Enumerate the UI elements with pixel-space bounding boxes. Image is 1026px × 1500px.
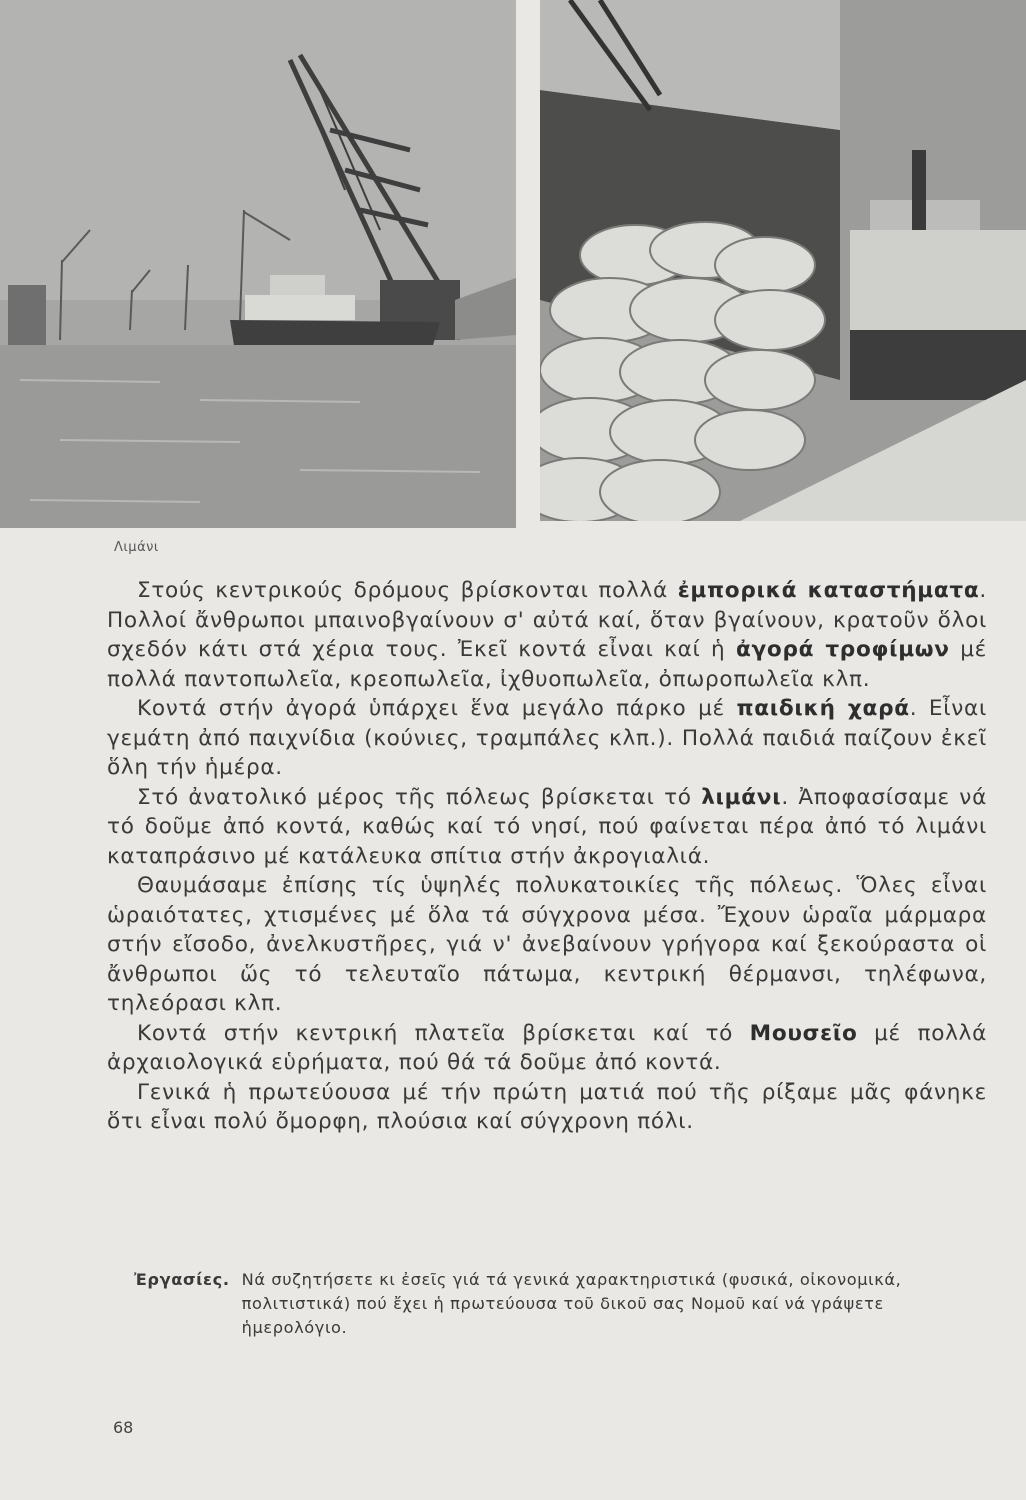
text-run: μέ πολλά παντοπωλεῖα, κρεοπωλεῖα, ἰχθυοπωλεῖα, ὀπωροπωλεῖα κλπ. xyxy=(107,637,988,692)
text-run: . Εἶναι γεμάτη ἀπό παιχνίδια (κούνιες, τραμπάλες κλπ.). Πολλά παιδιά παίζουν ἐκεῖ ὅλη τήν ἡμέρα. xyxy=(107,696,987,780)
tasks-label: Ἐργασίες. xyxy=(134,1270,230,1289)
bold-term: Μουσεῖο xyxy=(749,1020,858,1046)
harbour-photo-illustration xyxy=(0,0,516,528)
text-run: μέ πολλά ἀρχαιολογικά εὑρήματα, πού θά τά δοῦμε ἀπό κοντά. xyxy=(107,1020,987,1075)
body-text xyxy=(107,576,987,1137)
text-run: Κοντά στήν κεντρική πλατεῖα βρίσκεται καί τό xyxy=(137,1020,750,1046)
text-run: Κοντά στήν ἀγορά ὑπάρχει ἕνα μεγάλο πάρκο μέ xyxy=(137,696,737,721)
bold-term: ἐμπορικά καταστήματα xyxy=(677,578,980,603)
page-number: 68 xyxy=(113,1418,134,1437)
text-run: Γενικά ἡ πρωτεύουσα μέ τήν πρώτη ματιά πού τῆς ρίξαμε μᾶς φάνηκε ὅτι εἶναι πολύ ὄμορφη, πλούσια καί σύγχρονη πόλι. xyxy=(107,1079,987,1134)
bold-term: ἀγορά τροφίμων xyxy=(735,637,950,662)
tasks-section xyxy=(134,1268,954,1340)
text-run: . Ἀποφασίσαμε νά τό δοῦμε ἀπό κοντά, καθώς καί τό νησί, πού φαίνεται πέρα ἀπό τό λιμάνι καταπράσινο μέ κατάλευκα σπίτια στήν ἀκρογιαλιά. xyxy=(107,784,988,869)
bold-term: παιδική χαρά xyxy=(736,696,910,721)
paragraph xyxy=(107,694,987,783)
photo-caption: Λιμάνι xyxy=(114,540,159,555)
paragraph xyxy=(107,871,987,1019)
harbour-photo xyxy=(0,0,516,528)
bold-term: λιμάνι xyxy=(701,784,782,810)
text-run: . Πολλοί ἄνθρωποι μπαινοβγαίνουν σ' αὐτά καί, ὅταν βγαίνουν, κρατοῦν ὅλοι σχεδόν κάτι στά χέρια τους. Ἐκεῖ κοντά εἶναι καί ἡ xyxy=(107,578,987,662)
paragraph xyxy=(107,1078,987,1137)
paragraph xyxy=(107,1019,987,1078)
quay-sacks-photo xyxy=(540,0,1026,521)
quay-sacks-photo-illustration xyxy=(540,0,1026,521)
text-run: Στό ἀνατολικό μέρος τῆς πόλεως βρίσκεται τό xyxy=(137,784,702,810)
text-run: Θαυμάσαμε ἐπίσης τίς ὑψηλές πολυκατοικίες τῆς πόλεως. Ὅλες εἶναι ὡραιότατες, χτισμένες μέ ὅλα τά σύγχρονα μέσα. Ἔχουν ὡραῖα μάρμαρα στήν εἴσοδο, ἀνελκυστῆρες, γιά ν' ἀνεβαίνουν γρήγορα καί ξεκούραστα οἱ ἄνθρωποι ὥς τό τελευταῖο πάτωμα, κεντρική θέρμανσι, τηλέφωνα, τηλεόρασι κλπ. xyxy=(107,873,987,1016)
text-run: Στούς κεντρικούς δρόμους βρίσκονται πολλά xyxy=(137,578,678,603)
paragraph xyxy=(107,576,987,694)
paragraph xyxy=(107,783,987,872)
tasks-text: Νά συζητήσετε κι ἐσεῖς γιά τά γενικά χαρακτηριστικά (φυσικά, οἰκονομικά, πολιτιστικά) πού ἔχει ἡ πρωτεύουσα τοῦ δικοῦ σας Νομοῦ καί νά γράψετε ἡμερολόγιο. xyxy=(241,1270,902,1337)
